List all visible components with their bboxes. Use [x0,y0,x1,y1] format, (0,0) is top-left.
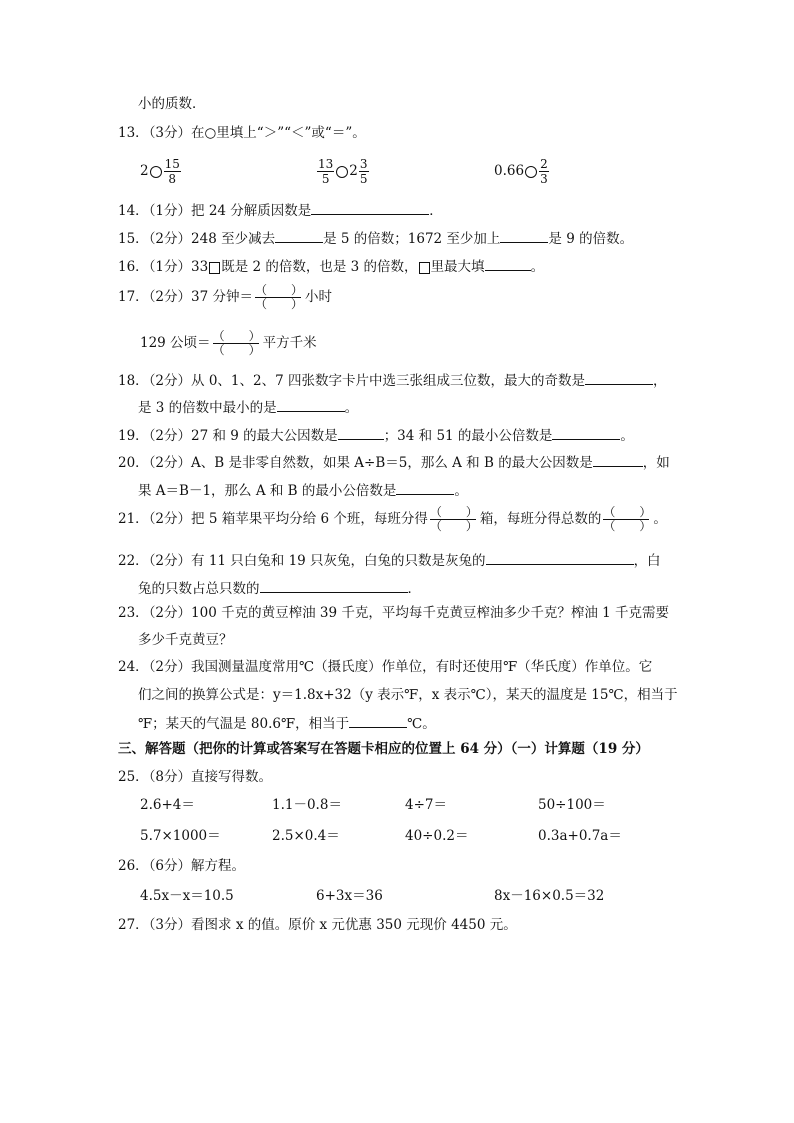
question-19: 19．（2分）27 和 9 的最大公因数是 ；34 和 51 的最小公倍数是 。 [118,425,634,445]
calc-item: 0.3a+0.7a＝ [538,828,622,844]
answer-blank[interactable] [260,578,408,593]
q13-item-2: $\frac{13}{5}$ 2 $\frac{3}{5}$ [318,157,368,186]
answer-blank[interactable] [349,713,407,728]
question-21: 21．（2分）把 5 箱苹果平均分给 6 个班，每班分得 （ ） （ ） 箱，每班分得总数的 （ ） （ ） 。 [118,505,667,533]
blank-fraction[interactable]: （ ） （ ） [212,329,261,357]
answer-blank[interactable] [311,200,429,215]
question-27: 27．（3分）看图求 x 的值。原价 x 元优惠 350 元现价 4450 元。 [118,917,517,933]
blank-fraction[interactable]: （ ） （ ） [429,505,478,533]
equation-item: 8x－16×0.5＝32 [494,888,605,904]
section-3-heading: 三、解答题（把你的计算或答案写在答题卡相应的位置上 64 分）（一）计算题（19 分） [118,741,649,757]
answer-blank[interactable] [485,256,531,271]
question-24-line3: ℉；某天的气温是 80.6℉，相当于 ℃。 [138,713,436,733]
question-24-line2: 们之间的换算公式是：y＝1.8x+32（y 表示℉，x 表示℃），某天的温度是 15℃，相当于 [138,687,678,703]
question-23: 23．（2分）100 千克的黄豆榨油 39 千克，平均每千克黄豆榨油多少千克？榨油 1 千克需要 [118,605,670,621]
answer-blank[interactable] [486,550,634,565]
question-24: 24．（2分）我国测量温度常用℃（摄氏度）作单位，有时还使用℉（华氏度）作单位。它 [118,659,653,675]
question-17: 17．（2分）37 分钟＝ （ ） （ ） 小时 [118,283,333,311]
question-20: 20．（2分）A、B 是非零自然数，如果 A÷B＝5，那么 A 和 B 的最大公因数是 ，如 [118,452,670,472]
question-22: 22．（2分）有 11 只白兔和 19 只灰兔，白兔的只数是灰兔的 ，白 [118,550,661,570]
answer-blank[interactable] [585,370,653,385]
calc-item: 2.5×0.4＝ [272,828,340,844]
q12-tail: 小的质数． [138,96,206,112]
question-17-part2: 129 公顷＝ （ ） （ ） 平方千米 [140,329,317,357]
calc-item: 1.1－0.8＝ [272,797,342,813]
calc-item: 2.6+4＝ [140,797,195,813]
question-25: 25．（8分）直接写得数。 [118,769,273,785]
digit-box [209,262,220,274]
q13-item-1: 2 $\frac{15}{8}$ [140,157,180,186]
digit-box [419,262,430,274]
question-23-cont: 多少千克黄豆？ [138,632,233,648]
question-16: 16．（1分）33 既是 2 的倍数，也是 3 的倍数， 里最大填 。 [118,256,544,276]
question-18-cont: 是 3 的倍数中最小的是 。 [138,397,358,417]
answer-blank[interactable] [275,228,323,243]
calc-item: 40÷0.2＝ [405,828,469,844]
compare-circle[interactable] [336,166,348,178]
question-22-cont: 兔的只数占总只数的 ． [138,578,421,598]
answer-blank[interactable] [500,228,548,243]
compare-circle[interactable] [150,166,162,178]
calc-item: 5.7×1000＝ [140,828,221,844]
question-13: 13．（3分）在○里填上“＞”“＜”或“＝”。 [118,125,366,141]
compare-circle[interactable] [525,166,537,178]
answer-blank[interactable] [277,397,345,412]
answer-blank[interactable] [396,480,454,495]
question-15: 15．（2分）248 至少减去 是 5 的倍数；1672 至少加上 是 9 的倍数。 [118,228,633,248]
blank-fraction[interactable]: （ ） （ ） [603,505,652,533]
equation-item: 4.5x－x＝10.5 [140,888,234,904]
blank-fraction[interactable]: （ ） （ ） [255,283,304,311]
question-20-cont: 果 A＝B－1，那么 A 和 B 的最小公倍数是 。 [138,480,468,500]
equation-item: 6+3x＝36 [316,888,383,904]
calc-item: 50÷100＝ [538,797,606,813]
answer-blank[interactable] [552,425,620,440]
answer-blank[interactable] [593,452,643,467]
question-14: 14．（1分）把 24 分解质因数是 ． [118,200,443,220]
question-18: 18．（2分）从 0、1、2、7 四张数字卡片中选三张组成三位数，最大的奇数是 ， [118,370,666,390]
answer-blank[interactable] [338,425,384,440]
calc-item: 4÷7＝ [405,797,447,813]
question-26: 26．（6分）解方程。 [118,858,246,874]
q13-item-3: 0.66 $\frac{2}{3}$ [494,157,548,186]
